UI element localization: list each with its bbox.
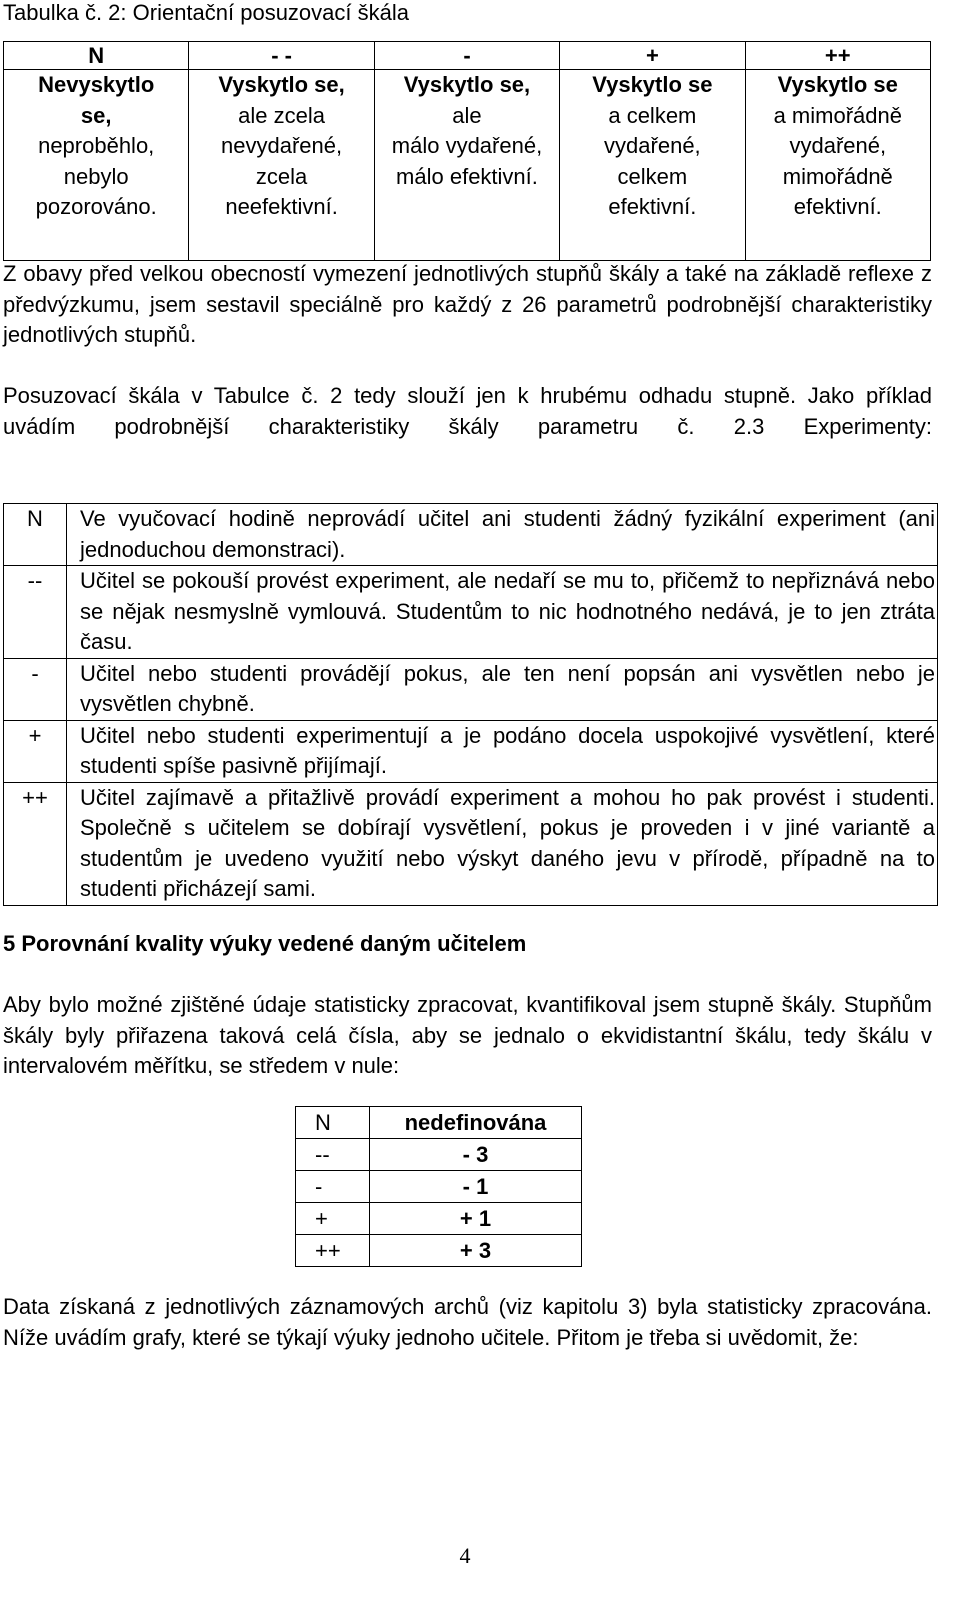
scale-description-cell: [189, 70, 374, 261]
value-number: - 1: [370, 1171, 582, 1203]
criteria-symbol: --: [4, 566, 67, 659]
scale-description-cell: [560, 70, 745, 261]
scale-description-lead: Vyskytlo se,: [218, 72, 345, 97]
value-key: ++: [296, 1235, 370, 1267]
value-key: N: [296, 1107, 370, 1139]
value-number: + 3: [370, 1235, 582, 1267]
criteria-symbol: +: [4, 720, 67, 782]
value-row: [296, 1203, 582, 1235]
scale-description-cell: [745, 70, 930, 261]
value-number: - 3: [370, 1139, 582, 1171]
value-key: +: [296, 1203, 370, 1235]
criteria-row: [4, 504, 938, 566]
criteria-text: Učitel nebo studenti provádějí pokus, ale ten není popsán ani vysvětlen nebo je vysvětlen chybně.: [67, 658, 938, 720]
value-row: [296, 1139, 582, 1171]
table-caption: Tabulka č. 2: Orientační posuzovací škála: [3, 0, 409, 25]
scale-description-row: [4, 70, 931, 261]
paragraph-scale-rationale: Z obavy před velkou obecností vymezení jednotlivých stupňů škály a také na základě reflexe z předvýzkumu, jsem sestavil speciálně pro každý z 26 parametrů podrobnější charakteristiky jednotlivých stupňů.: [3, 261, 932, 347]
scale-values-table: [295, 1106, 582, 1267]
scale-header-row: [4, 42, 931, 70]
experiment-criteria-table: [3, 503, 938, 906]
criteria-text: Učitel nebo studenti experimentují a je podáno docela uspokojivé vysvětlení, které studenti spíše pasivně přijímají.: [67, 720, 938, 782]
criteria-text: Učitel se pokouší provést experiment, ale nedaří se mu to, přičemž to nepřiznává nebo se nějak nesmyslně vymlouvá. Studentům to nic hodnotného nedává, je to jen ztráta času.: [67, 566, 938, 659]
criteria-row: [4, 658, 938, 720]
paragraph-scale-usage: Posuzovací škála v Tabulce č. 2 tedy slouží jen k hrubému odhadu stupně. Jako příklad uvádím podrobnější charakteristiky škály parametru č. 2.3 Experimenty:: [3, 383, 932, 439]
value-row: [296, 1235, 582, 1267]
scale-description-cell: [4, 70, 189, 261]
criteria-text: Ve vyučovací hodině neprovádí učitel ani studenti žádný fyzikální experiment (ani jednoduchou demonstraci).: [67, 504, 938, 566]
page-number: 4: [459, 1543, 471, 1568]
scale-description-text: ale zcela nevydařené, zcela neefektivní.: [221, 102, 343, 219]
scale-description-text: a celkem vydařené, celkem efektivní.: [604, 102, 701, 219]
criteria-row: [4, 566, 938, 659]
value-number: + 1: [370, 1203, 582, 1235]
scale-description-lead: Vyskytlo se,: [403, 72, 531, 97]
criteria-row: [4, 720, 938, 782]
criteria-symbol: -: [4, 658, 67, 720]
scale-description-cell: [374, 70, 559, 261]
criteria-symbol: ++: [4, 782, 67, 905]
section-heading: 5 Porovnání kvality výuky vedené daným učitelem: [3, 931, 527, 956]
scale-description-lead: Vyskytlo se: [592, 72, 713, 97]
paragraph-quantification: Aby bylo možné zjištěné údaje statisticky zpracovat, kvantifikoval jsem stupně škály. Stupňům škály byly přiřazena taková celá čísla, aby se jednalo o ekvidistantní škálu, tedy škálu v intervalovém měřítku, se středem v nule:: [3, 992, 932, 1078]
scale-description-text: neproběhlo, nebylo pozorováno.: [35, 133, 157, 219]
scale-header-cell: - -: [189, 42, 374, 70]
value-number: nedefinována: [370, 1107, 582, 1139]
criteria-symbol: N: [4, 504, 67, 566]
value-row: [296, 1107, 582, 1139]
scale-header-cell: +: [560, 42, 745, 70]
criteria-row: [4, 782, 938, 905]
scale-description-lead: Vyskytlo se: [777, 72, 898, 97]
value-key: -: [296, 1171, 370, 1203]
value-key: --: [296, 1139, 370, 1171]
scale-description-text: ale málo vydařené, málo efektivní.: [391, 102, 543, 189]
scale-header-cell: -: [374, 42, 559, 70]
value-row: [296, 1171, 582, 1203]
scale-description-lead: Nevyskytlo se,: [38, 72, 155, 128]
scale-description-text: a mimořádně vydařené, mimořádně efektivní.: [773, 102, 902, 219]
paragraph-data-processing: Data získaná z jednotlivých záznamových archů (viz kapitolu 3) byla statisticky zpracována. Níže uvádím grafy, které se týkají výuky jednoho učitele. Přitom je třeba si uvědomit, že:: [3, 1294, 932, 1350]
orientation-scale-table: [3, 41, 931, 261]
scale-header-cell: ++: [745, 42, 930, 70]
criteria-text: Učitel zajímavě a přitažlivě provádí experiment a mohou ho pak provést i studenti. Společně s učitelem se dobírají vysvětlení, pokus je proveden i v jiné variantě a studentům je uvedeno využití nebo výskyt daného jevu v přírodě, případně na to studenti přicházejí sami.: [67, 782, 938, 905]
scale-header-cell: N: [4, 42, 189, 70]
